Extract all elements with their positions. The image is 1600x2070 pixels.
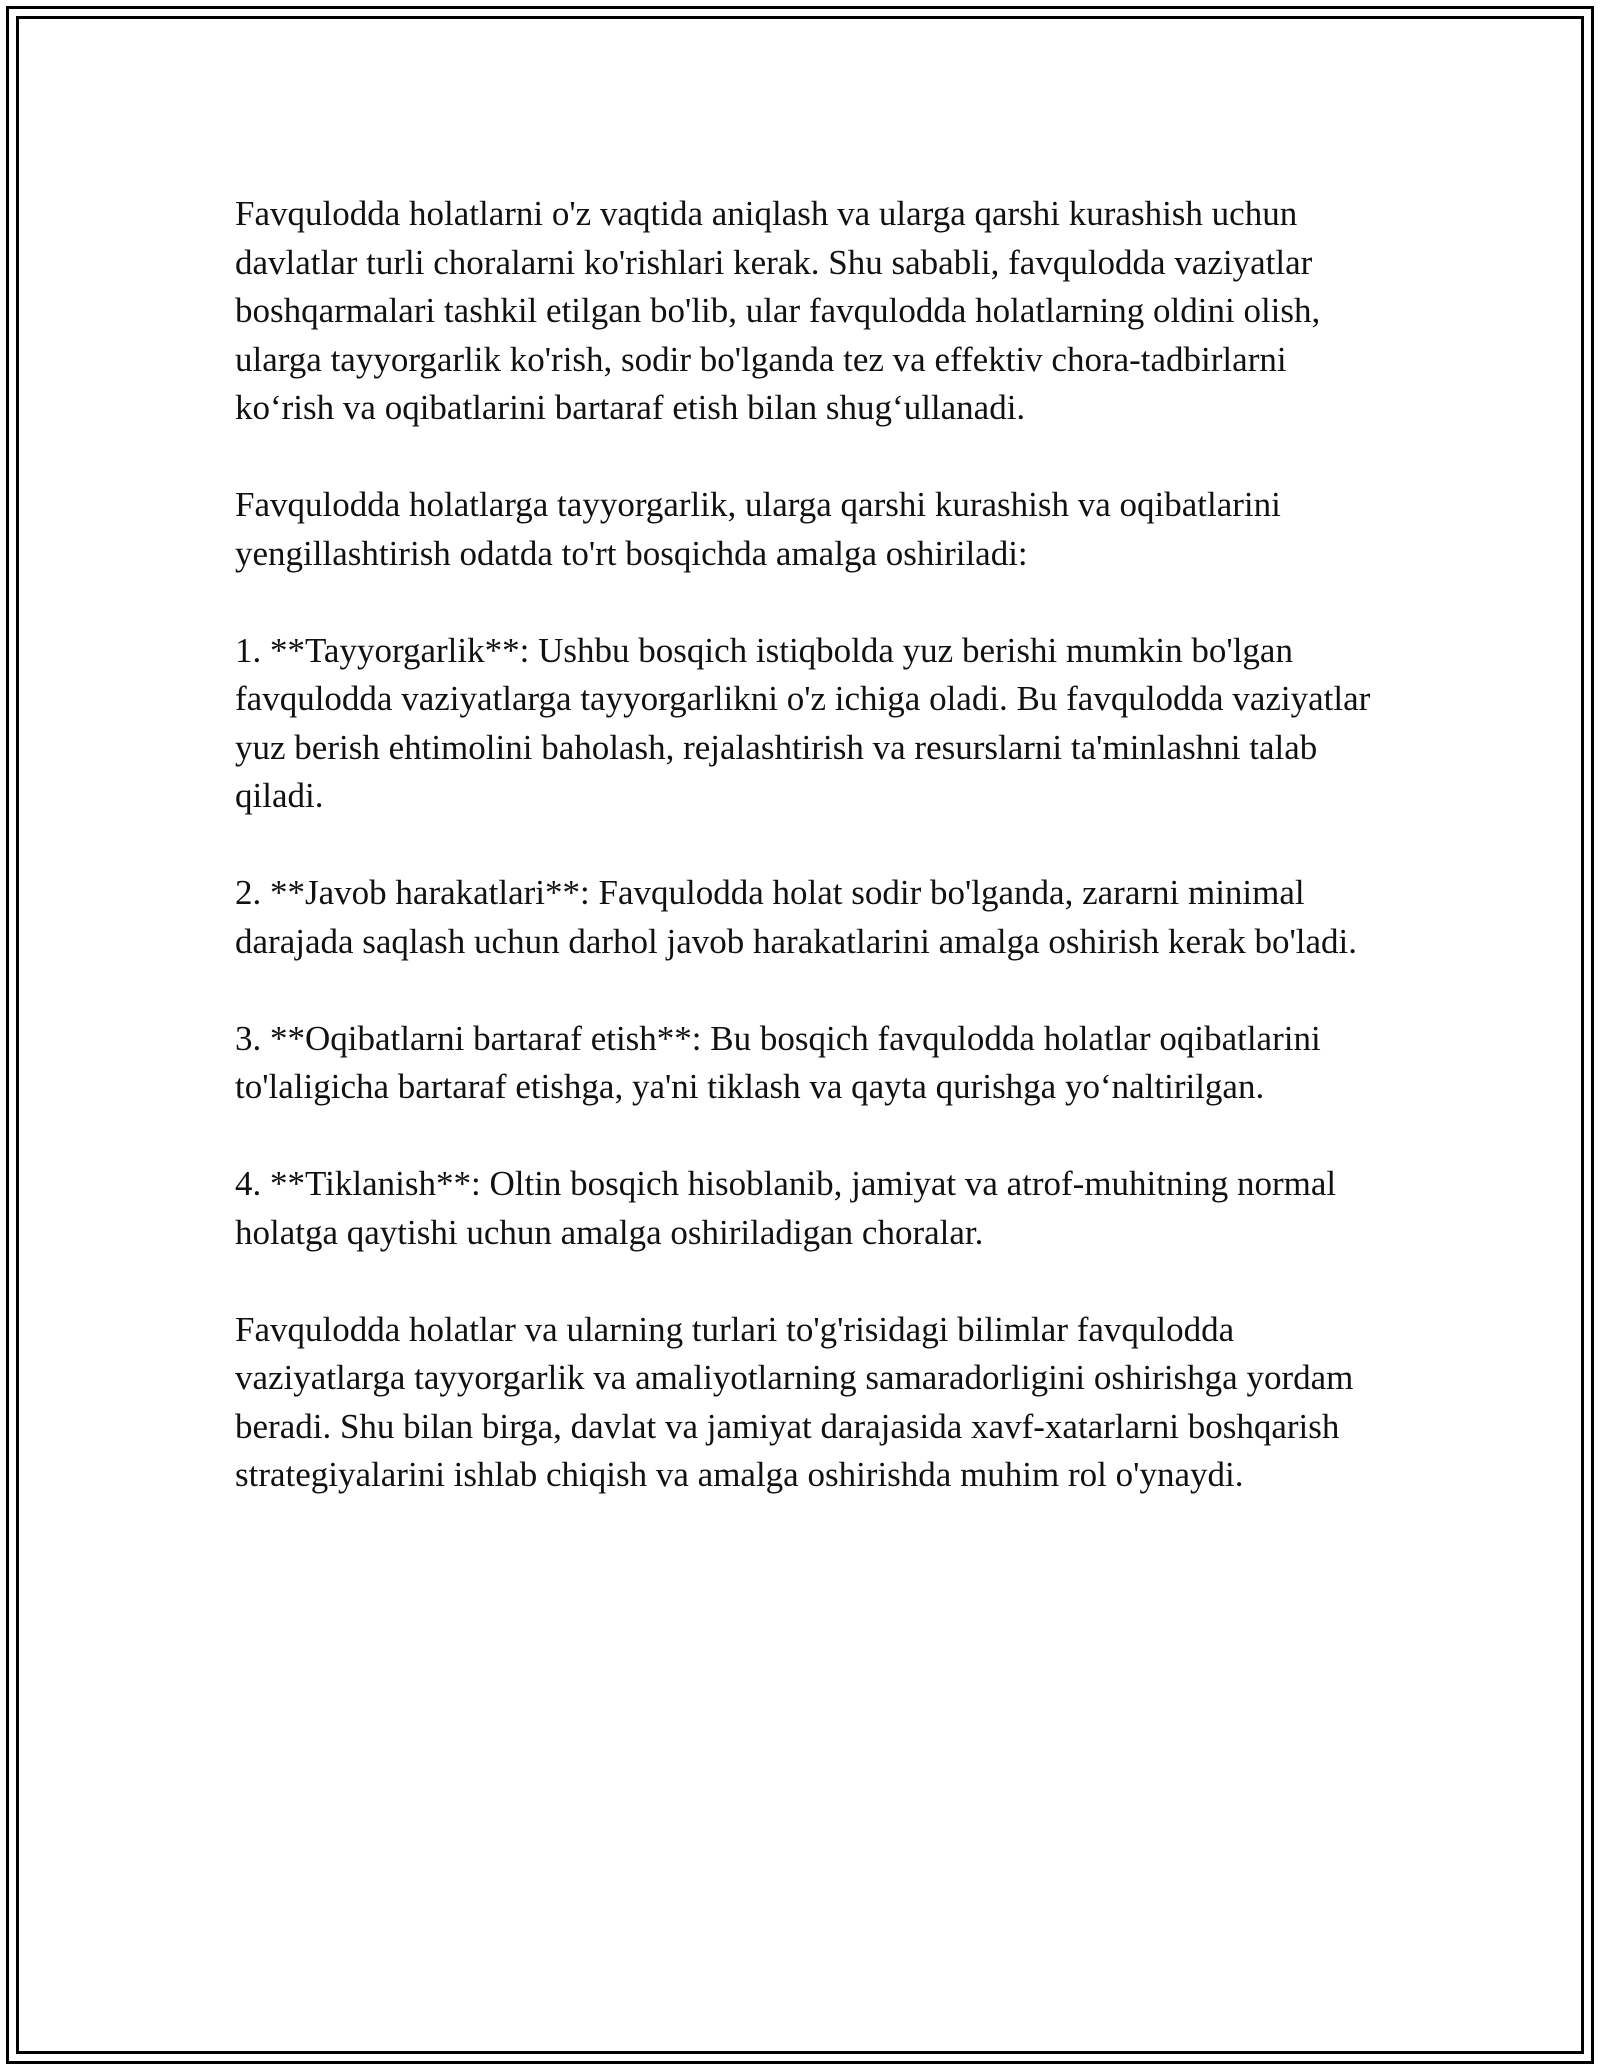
list-item-preparation: 1. **Tayyorgarlik**: Ushbu bosqich istiqbolda yuz berishi mumkin bo'lgan favqulodda vaziyatlarga tayyorgarlikni o'z ichiga oladi. Bu favqulodda vaziyatlar yuz berish ehtimolini baholash, rejalashtirish va resurslarni ta'minlashni talab qiladi.	[235, 630, 1371, 815]
paragraph-intro: Favqulodda holatlarni o'z vaqtida aniqlash va ularga qarshi kurashish uchun davlatlar turli choralarni ko'rishlari kerak. Shu sababli, favqulodda vaziyatlar boshqarmalari tashkil etilgan bo'lib, ular favqulodda holatlarning oldini olish, ularga tayyorgarlik ko'rish, sodir bo'lganda tez va effektiv chora-tadbirlarni ko‘rish va oqibatlarini bartaraf etish bilan shug‘ullanadi.	[235, 194, 1321, 427]
paragraph-stages-intro: Favqulodda holatlarga tayyorgarlik, ularga qarshi kurashish va oqibatlarini yengillashtirish odatda to'rt bosqichda amalga oshiriladi:	[235, 485, 1281, 573]
document-body	[235, 190, 1385, 1548]
list-item-response: 2. **Javob harakatlari**: Favqulodda holat sodir bo'lganda, zararni minimal darajada saqlash uchun darhol javob harakatlarini amalga oshirish kerak bo'ladi.	[235, 873, 1358, 961]
paragraph-conclusion: Favqulodda holatlar va ularning turlari to'g'risidagi bilimlar favqulodda vaziyatlarga tayyorgarlik va amaliyotlarning samaradorligini oshirishga yordam beradi. Shu bilan birga, davlat va jamiyat darajasida xavf-xatarlarni boshqarish strategiyalarini ishlab chiqish va amalga oshirishda muhim rol o'ynaydi.	[235, 1309, 1354, 1494]
list-item-mitigation: 3. **Oqibatlarni bartaraf etish**: Bu bosqich favqulodda holatlar oqibatlarini to'laligicha bartaraf etishga, ya'ni tiklash va qayta qurishga yo‘naltirilgan.	[235, 1018, 1321, 1106]
list-item-recovery: 4. **Tiklanish**: Oltin bosqich hisoblanib, jamiyat va atrof-muhitning normal holatga qaytishi uchun amalga oshiriladigan choralar.	[235, 1164, 1337, 1252]
